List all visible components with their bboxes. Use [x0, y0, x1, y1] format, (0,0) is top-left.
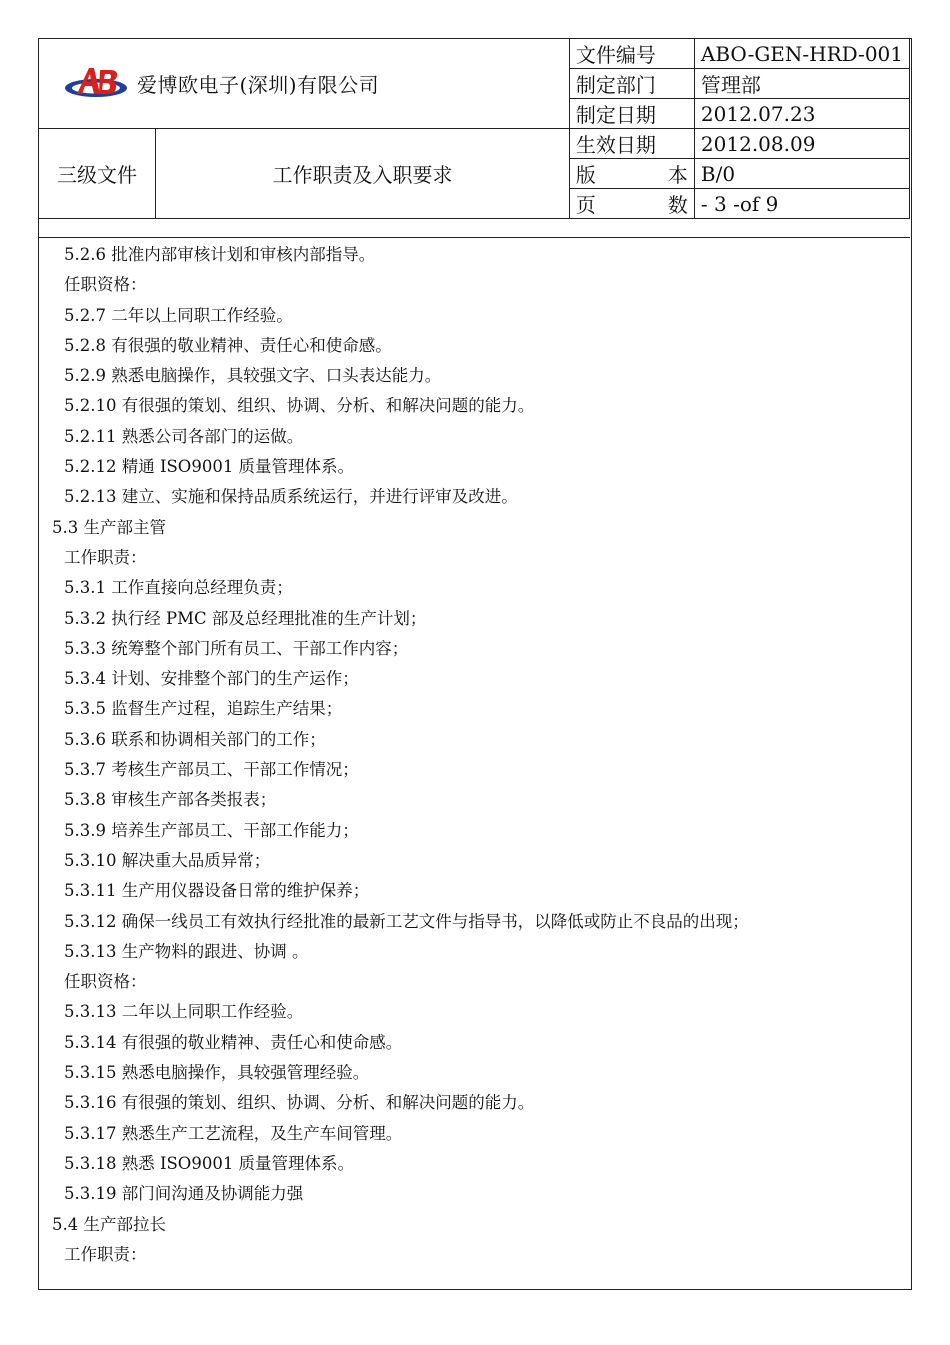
company-logo-icon: [63, 64, 129, 104]
body-line: 5.2.11 熟悉公司各部门的运做。: [64, 426, 304, 446]
body-line: 5.3.15 熟悉电脑操作，具较强管理经验。: [64, 1063, 370, 1083]
document-header-table: [38, 38, 910, 219]
company-name: 爱博欧电子(深圳)有限公司: [137, 73, 380, 97]
body-line: 5.3.7 考核生产部员工、干部工作情况；: [64, 760, 359, 780]
body-line: 5.3.2 执行经 PMC 部及总经理批准的生产计划；: [64, 608, 427, 628]
body-line: 5.3.18 熟悉 ISO9001 质量管理体系。: [64, 1153, 355, 1173]
section-heading: 5.3 生产部主管: [52, 517, 166, 537]
field-label-version: 版本: [569, 159, 694, 189]
field-label-created-date: 制定日期: [569, 99, 694, 129]
section-heading: 5.4 生产部拉长: [52, 1214, 166, 1234]
body-line: 5.2.6 批准内部审核计划和审核内部指导。: [64, 245, 376, 264]
field-label-pages: 页数: [569, 189, 694, 219]
body-line: 5.3.17 熟悉生产工艺流程，及生产车间管理。: [64, 1123, 403, 1143]
body-line: 5.3.9 培养生产部员工、干部工作能力；: [64, 820, 359, 840]
body-line: 5.3.3 统筹整个部门所有员工、干部工作内容；: [64, 638, 409, 658]
body-line: 5.3.8 审核生产部各类报表；: [64, 790, 277, 810]
field-value-version: B/0: [694, 159, 909, 189]
field-value-created-date: 2012.07.23: [694, 99, 909, 129]
body-line: 5.3.4 计划、安排整个部门的生产运作；: [64, 669, 359, 689]
header-divider: [38, 237, 910, 238]
body-line: 5.2.8 有很强的敬业精神、责任心和使命感。: [64, 335, 392, 355]
field-value-pages: - 3 -of 9: [694, 189, 909, 219]
company-cell: [39, 39, 570, 129]
field-value-department: 管理部: [694, 69, 909, 99]
field-label-effective-date: 生效日期: [569, 129, 694, 159]
body-line: 5.3.19 部门间沟通及协调能力强: [64, 1184, 304, 1204]
field-label-department: 制定部门: [569, 69, 694, 99]
body-line: 5.3.11 生产用仪器设备日常的维护保养；: [64, 881, 370, 901]
body-line: 5.3.1 工作直接向总经理负责；: [64, 578, 293, 598]
body-line: 任职资格：: [64, 972, 147, 992]
body-line: 5.3.5 监督生产过程，追踪生产结果；: [64, 699, 343, 719]
doc-title: 工作职责及入职要求: [156, 129, 570, 219]
body-line: 5.3.13 二年以上同职工作经验。: [64, 1002, 304, 1022]
field-value-doc-number: ABO-GEN-HRD-001: [694, 39, 909, 69]
body-line: 5.3.16 有很强的策划、组织、协调、分析、和解决问题的能力。: [64, 1093, 535, 1113]
body-line: 5.2.9 熟悉电脑操作，具较强文字、口头表达能力。: [64, 366, 442, 386]
body-line: 任职资格：: [64, 275, 147, 295]
body-line: 5.2.13 建立、实施和保持品质系统运行，并进行评审及改进。: [64, 487, 518, 507]
body-line: 5.2.10 有很强的策划、组织、协调、分析、和解决问题的能力。: [64, 396, 535, 416]
doc-level: 三级文件: [39, 129, 156, 219]
body-line: 工作职责：: [64, 1244, 147, 1264]
body-line: 5.3.14 有很强的敬业精神、责任心和使命感。: [64, 1032, 403, 1052]
document-body: [52, 240, 902, 1270]
body-line: 5.2.7 二年以上同职工作经验。: [64, 305, 293, 325]
body-line: 5.3.13 生产物料的跟进、协调 。: [64, 941, 309, 961]
field-value-effective-date: 2012.08.09: [694, 129, 909, 159]
body-line: 5.3.6 联系和协调相关部门的工作；: [64, 729, 326, 749]
body-line: 5.3.12 确保一线员工有效执行经批准的最新工艺文件与指导书，以降低或防止不良品的出现；: [64, 911, 749, 931]
body-line: 5.2.12 精通 ISO9001 质量管理体系。: [64, 457, 355, 477]
field-label-doc-number: 文件编号: [569, 39, 694, 69]
body-line: 工作职责：: [64, 547, 147, 567]
body-line: 5.3.10 解决重大品质异常；: [64, 850, 271, 870]
